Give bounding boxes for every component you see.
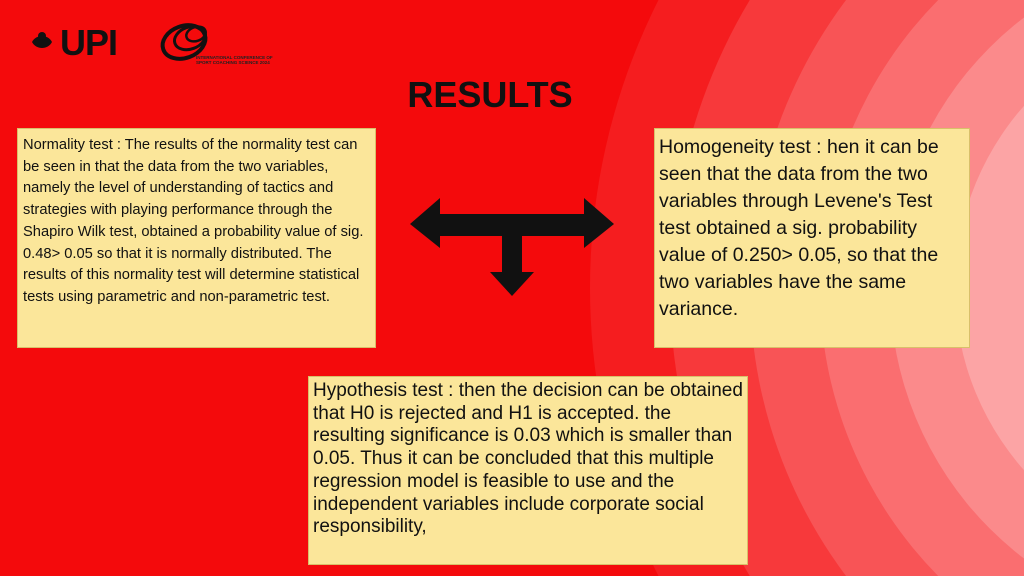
normality-test-box: Normality test : The results of the normality test can be seen in that the data from the two variables, namely the level of understanding of tactics and strategies with playing performance through the Shapiro Wilk test, obtained a probability value of sig. 0.48> 0.05 so that it is normally distributed. The results of this normality test will determine statistical tests using parametric and non-parametric test. bbox=[17, 128, 376, 348]
conference-logo-icon bbox=[156, 20, 286, 80]
hypothesis-test-box: Hypothesis test : then the decision can be obtained that H0 is rejected and H1 is accepted. the resulting significance is 0.03 which is smaller than 0.05. Thus it can be concluded that this multiple regression model is feasible to use and the independent variables include corporate social responsibility, bbox=[308, 376, 748, 565]
t-arrow-icon bbox=[410, 198, 614, 296]
upi-logo-text: UPI bbox=[60, 22, 118, 63]
page-title: RESULTS bbox=[407, 74, 573, 115]
homogeneity-test-box: Homogeneity test : hen it can be seen that the data from the two variables through Levene's Test test obtained a sig. probability value of 0.250> 0.05, so that the two variables have the same variance. bbox=[654, 128, 970, 348]
conference-logo-text: INTERNATIONAL CONFERENCE OF SPORT COACHING SCIENCE 2024 bbox=[196, 55, 273, 66]
